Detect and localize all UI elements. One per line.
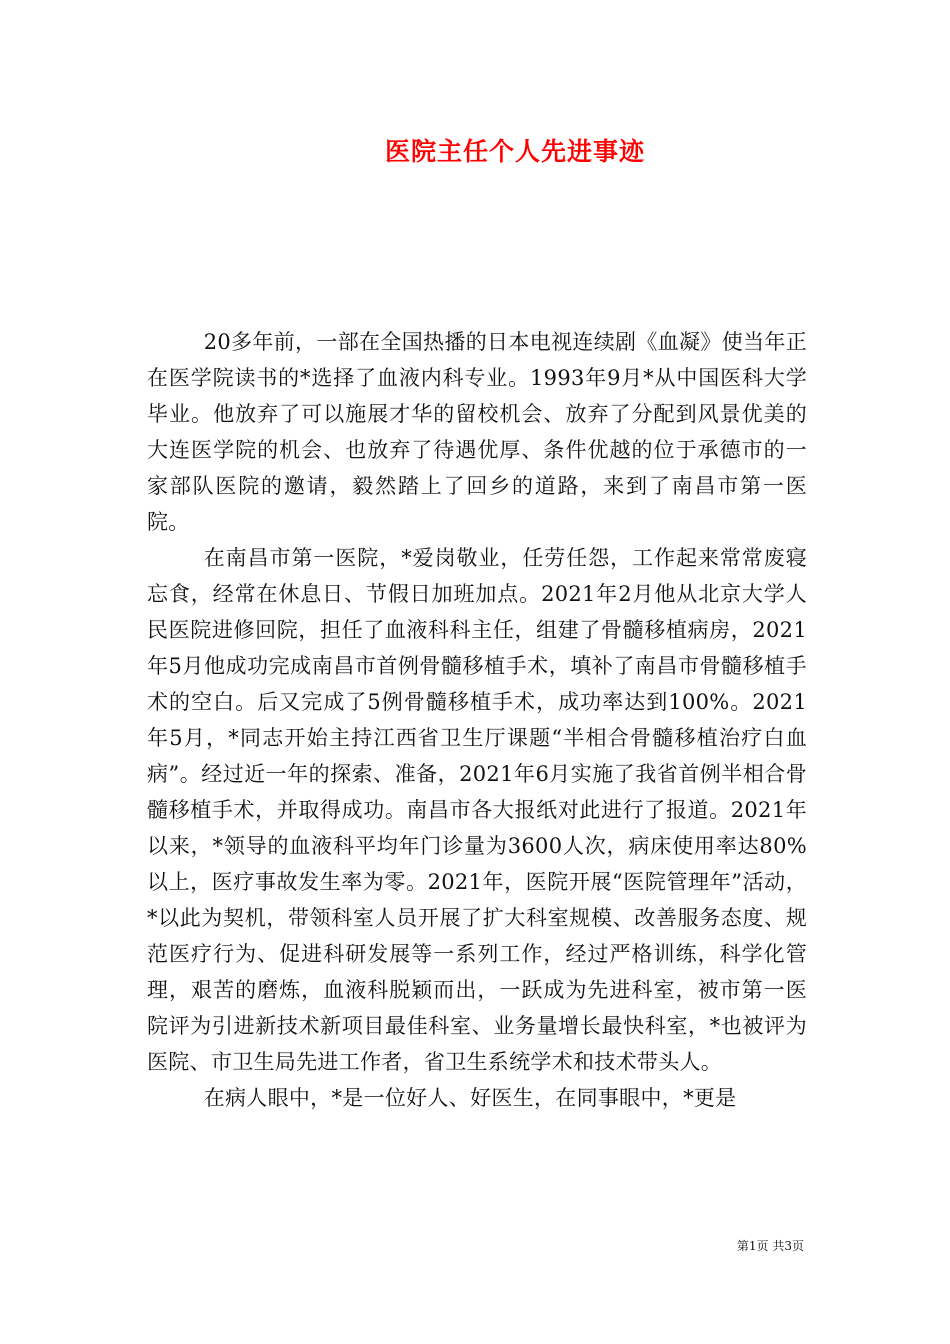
- paragraph-3: 在病人眼中，*是一位好人、好医生，在同事眼中，*更是: [203, 1086, 737, 1110]
- page-number-footer: 第1页 共3页: [736, 1239, 804, 1253]
- document-body: [147, 324, 807, 1116]
- paragraph-1: 20多年前，一部在全国热播的日本电视连续剧《血凝》使当年正在医学院读书的*选择了血液内科专业。1993年9月*从中国医科大学毕业。他放弃了可以施展才华的留校机会、放弃了分配到风景优美的大连医学院的机会、也放弃了待遇优厚、条件优越的位于承德市的一家部队医院的邀请，毅然踏上了回乡的道路，来到了南昌市第一医院。: [147, 330, 807, 534]
- document-title: 医院主任个人先进事迹: [384, 137, 645, 166]
- paragraph-2: 在南昌市第一医院，*爱岗敬业，任劳任怨，工作起来常常废寝忘食，经常在休息日、节假日加班加点。2021年2月他从北京大学人民医院进修回院，担任了血液科科主任，组建了骨髓移植病房，2021年5月他成功完成南昌市首例骨髓移植手术，填补了南昌市骨髓移植手术的空白。后又完成了5例骨髓移植手术，成功率达到100%。2021年5月，*同志开始主持江西省卫生厅课题“半相合骨髓移植治疗白血病”。经过近一年的探索、准备，2021年6月实施了我省首例半相合骨髓移植手术，并取得成功。南昌市各大报纸对此进行了报道。2021年以来，*领导的血液科平均年门诊量为3600人次，病床使用率达80%以上，医疗事故发生率为零。2021年，医院开展“医院管理年”活动，*以此为契机，带领科室人员开展了扩大科室规模、改善服务态度、规范医疗行为、促进科研发展等一系列工作，经过严格训练，科学化管理，艰苦的磨炼，血液科脱颖而出，一跃成为先进科室，被市第一医院评为引进新技术新项目最佳科室、业务量增长最快科室，*也被评为医院、市卫生局先进工作者，省卫生系统学术和技术带头人。: [147, 546, 807, 1074]
